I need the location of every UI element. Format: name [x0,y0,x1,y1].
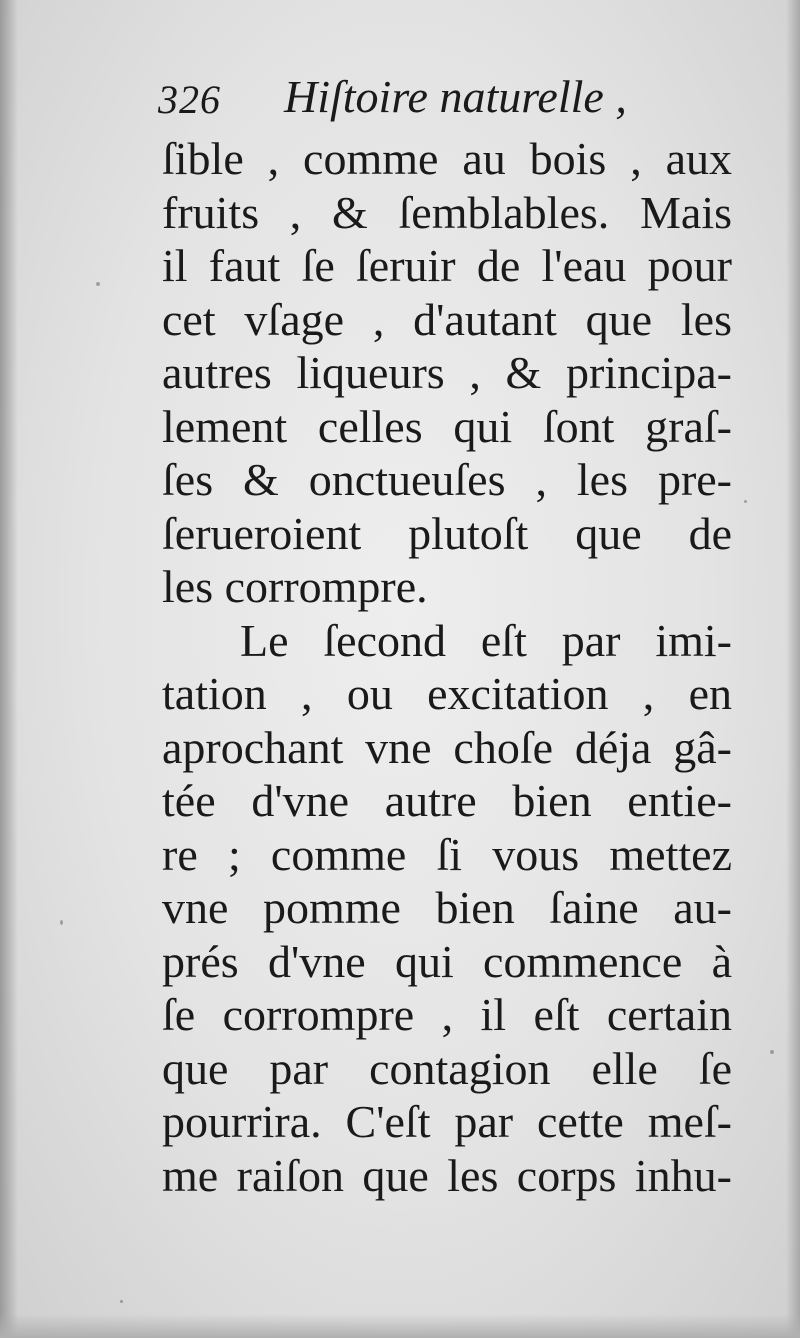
text-line: Le ſecond eſt par imi- [240,614,732,666]
page-number: 326 [158,77,221,122]
paper-speck [770,1050,774,1054]
paper-speck [96,282,100,286]
text-line: cet vſage , d'autant que les [162,293,732,345]
text-line: pourrira. C'eſt par cette meſ- [162,1096,732,1147]
text-line: me raiſon que les corps inhu- [162,1149,732,1201]
text-line: prés d'vne qui commence à [162,935,732,987]
text-line: ſe corrompre , il eſt certain [162,989,732,1040]
page-edge-left [0,0,18,1338]
body-text [162,132,732,1202]
text-line: il faut ſe ſeruir de l'eau pour [162,240,732,291]
text-line: ſible , comme au bois , aux [162,133,732,184]
text-line: tée d'vne autre bien entie- [162,775,732,826]
text-line: les corrompre. [162,561,428,612]
text-line: tation , ou excitation , en [162,668,732,719]
page-header [158,70,638,130]
paper-speck [120,1300,123,1303]
page-edge-bottom [0,1314,800,1338]
text-line: fruits , & ſemblables. Mais [162,186,732,238]
page-edge-right [786,0,800,1338]
paper-speck [744,500,747,503]
text-line: autres liqueurs , & principa- [162,347,732,398]
text-line: vne pomme bien ſaine au- [162,882,732,933]
text-line: ſerueroient plutoſt que de [162,507,732,559]
text-line: aprochant vne choſe déja gâ- [162,721,732,773]
running-title: Hiſtoire naturelle , [284,71,627,122]
text-line: re ; comme ſi vous mettez [162,828,732,880]
text-line: ſes & onctueuſes , les pre- [162,454,732,505]
text-line: lement celles qui ſont graſ- [162,400,732,452]
paper-speck [60,920,63,925]
text-line: que par contagion elle ſe [162,1042,732,1094]
